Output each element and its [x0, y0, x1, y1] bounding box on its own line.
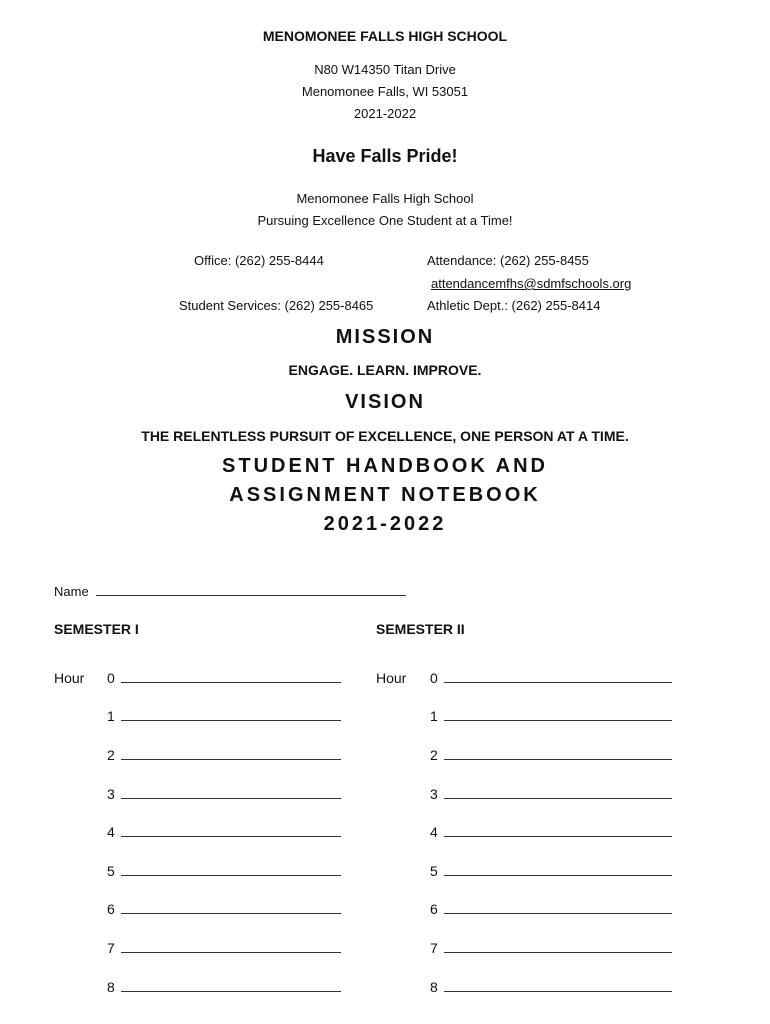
hour-label-semester-2: Hour — [376, 670, 407, 686]
title-line-2: ASSIGNMENT NOTEBOOK — [229, 484, 541, 506]
title-year: 2021-2022 — [323, 513, 447, 535]
class-entry-line[interactable] — [121, 991, 341, 992]
sem1-hour-row — [107, 786, 341, 804]
class-entry-line[interactable] — [444, 952, 672, 953]
student-services-phone: Student Services: (262) 255-8465 — [179, 298, 374, 313]
hour-number: 8 — [430, 979, 438, 995]
class-entry-line[interactable] — [444, 759, 672, 760]
class-entry-line[interactable] — [121, 875, 341, 876]
hour-number: 7 — [107, 940, 115, 956]
class-entry-line[interactable] — [444, 991, 672, 992]
address-line-1: N80 W14350 Titan Drive — [314, 62, 456, 77]
sem2-hour-row — [430, 979, 672, 997]
hour-number: 6 — [430, 901, 438, 917]
hour-number: 7 — [430, 940, 438, 956]
name-input-line[interactable] — [96, 595, 406, 596]
sem1-hour-row — [107, 940, 341, 958]
sem1-hour-row — [107, 670, 341, 688]
class-entry-line[interactable] — [444, 720, 672, 721]
sem1-hour-row — [107, 863, 341, 881]
class-entry-line[interactable] — [444, 913, 672, 914]
hour-number: 0 — [430, 670, 438, 686]
sem2-hour-row — [430, 670, 672, 688]
name-field-row — [54, 584, 406, 599]
tagline-school: Menomonee Falls High School — [296, 191, 474, 206]
hour-number: 5 — [107, 863, 115, 879]
hour-number: 8 — [107, 979, 115, 995]
hour-number: 2 — [430, 747, 438, 763]
class-entry-line[interactable] — [121, 682, 341, 683]
class-entry-line[interactable] — [121, 720, 341, 721]
class-entry-line[interactable] — [444, 682, 672, 683]
hour-number: 1 — [430, 708, 438, 724]
sem2-hour-row — [430, 708, 672, 726]
mission-heading: MISSION — [335, 326, 435, 348]
sem1-hour-row — [107, 708, 341, 726]
hour-number: 3 — [430, 786, 438, 802]
tagline-excellence: Pursuing Excellence One Student at a Time! — [257, 213, 513, 228]
hour-number: 3 — [107, 786, 115, 802]
hour-number: 4 — [107, 824, 115, 840]
athletic-dept-phone: Athletic Dept.: (262) 255-8414 — [427, 298, 601, 313]
vision-text: THE RELENTLESS PURSUIT OF EXCELLENCE, ONE PERSON AT A TIME. — [141, 428, 629, 444]
class-entry-line[interactable] — [444, 875, 672, 876]
title-line-1: STUDENT HANDBOOK AND — [222, 455, 548, 477]
hour-number: 0 — [107, 670, 115, 686]
school-year: 2021-2022 — [353, 106, 417, 121]
class-entry-line[interactable] — [121, 952, 341, 953]
attendance-phone: Attendance: (262) 255-8455 — [427, 253, 589, 268]
office-phone: Office: (262) 255-8444 — [194, 253, 324, 268]
sem1-hour-row — [107, 979, 341, 997]
sem1-hour-row — [107, 901, 341, 919]
hour-label-semester-1: Hour — [54, 670, 85, 686]
sem2-hour-row — [430, 824, 672, 842]
class-entry-line[interactable] — [121, 913, 341, 914]
sem1-hour-row — [107, 747, 341, 765]
sem1-hour-row — [107, 824, 341, 842]
sem2-hour-row — [430, 940, 672, 958]
sem2-hour-row — [430, 786, 672, 804]
semester-1-heading: SEMESTER I — [54, 621, 139, 637]
class-entry-line[interactable] — [121, 798, 341, 799]
mission-text: ENGAGE. LEARN. IMPROVE. — [288, 362, 482, 378]
sem2-hour-row — [430, 901, 672, 919]
class-entry-line[interactable] — [121, 759, 341, 760]
vision-heading: VISION — [345, 391, 425, 413]
sem2-hour-row — [430, 863, 672, 881]
attendance-email-link[interactable]: attendancemfhs@sdmfschools.org — [431, 276, 632, 291]
address-line-2: Menomonee Falls, WI 53051 — [301, 84, 469, 99]
sem2-hour-row — [430, 747, 672, 765]
class-entry-line[interactable] — [444, 836, 672, 837]
motto: Have Falls Pride! — [312, 146, 458, 166]
semester-2-heading: SEMESTER II — [376, 621, 465, 637]
attendance-email[interactable] — [431, 276, 631, 291]
hour-number: 6 — [107, 901, 115, 917]
name-label: Name — [54, 584, 89, 599]
hour-number: 1 — [107, 708, 115, 724]
hour-number: 2 — [107, 747, 115, 763]
school-name: MENOMONEE FALLS HIGH SCHOOL — [262, 28, 508, 44]
hour-number: 5 — [430, 863, 438, 879]
class-entry-line[interactable] — [121, 836, 341, 837]
class-entry-line[interactable] — [444, 798, 672, 799]
hour-number: 4 — [430, 824, 438, 840]
